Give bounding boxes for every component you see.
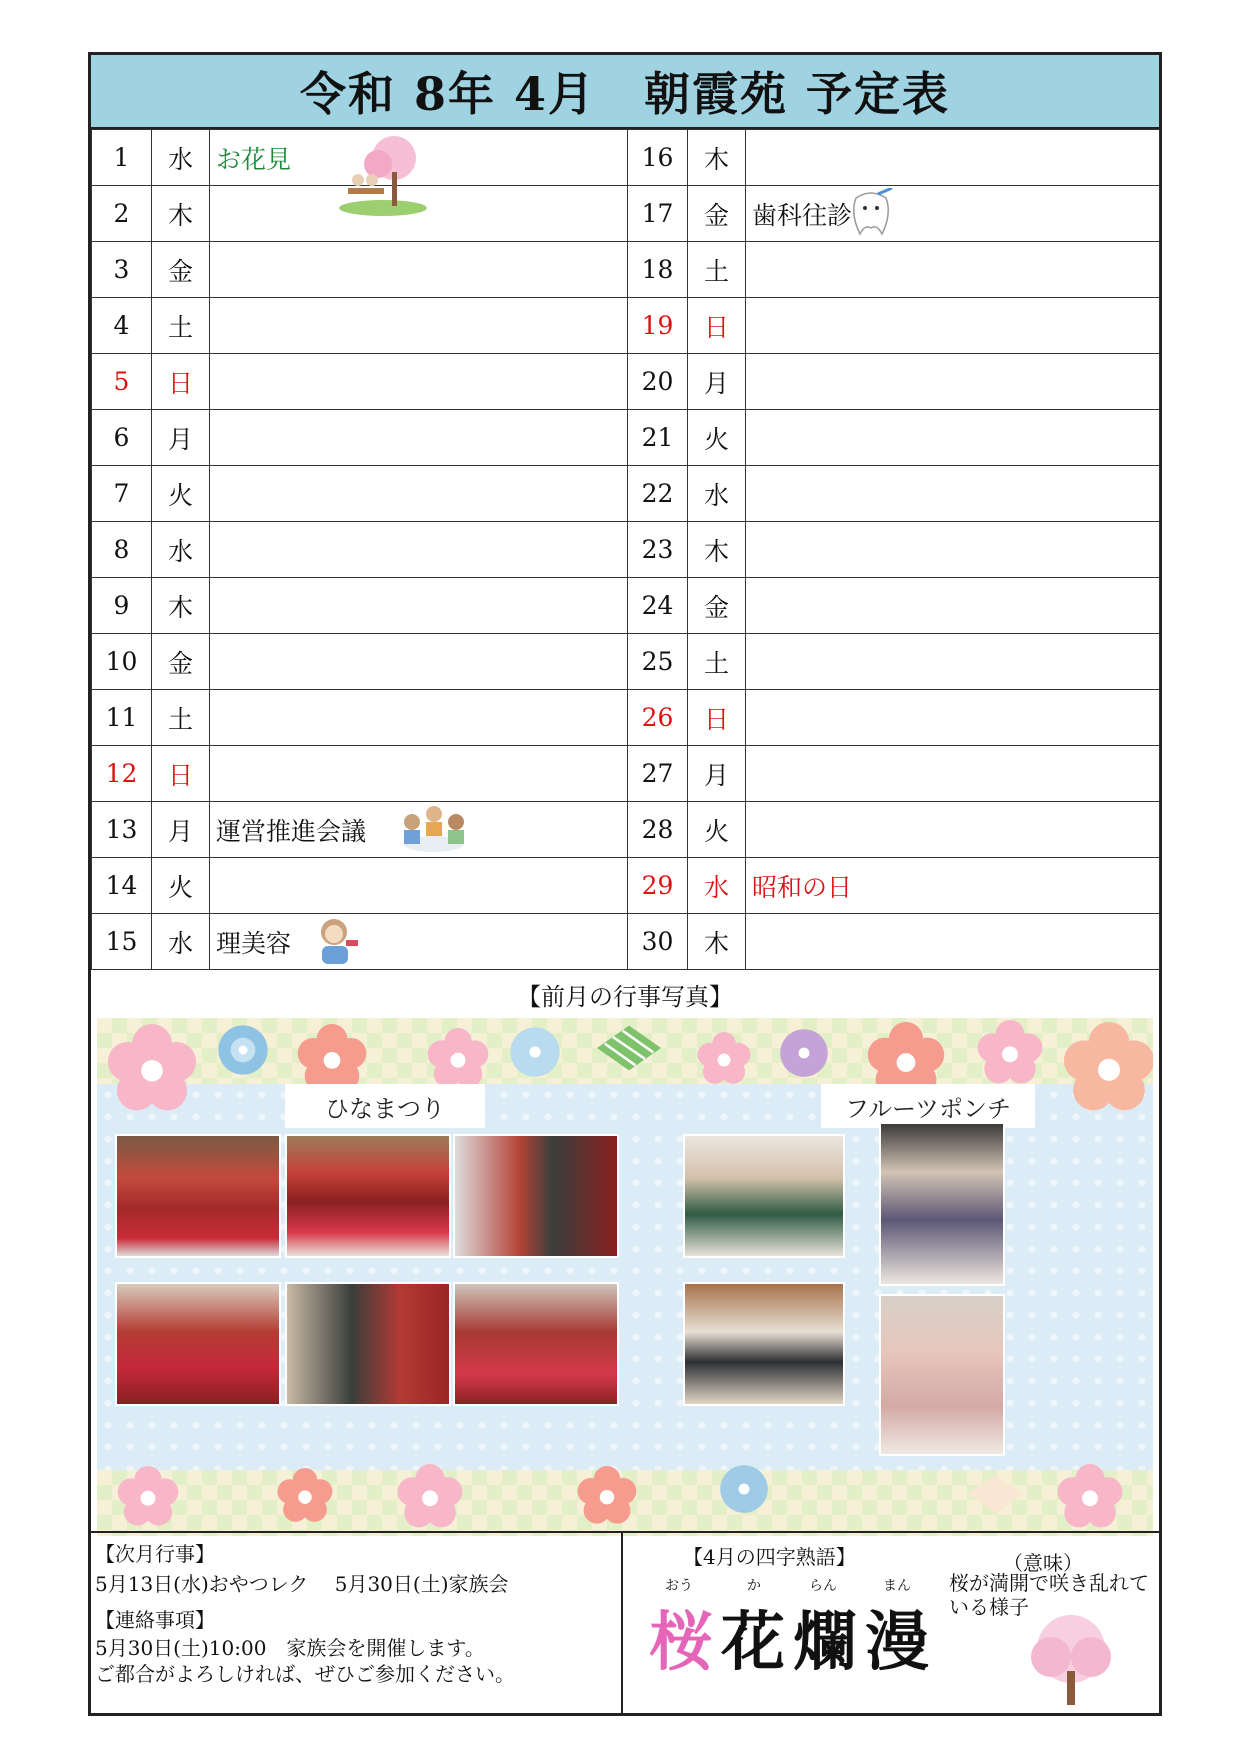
calendar-row [92,690,1160,746]
hinamatsuri-photo [453,1134,619,1258]
day-number: 28 [628,802,688,858]
calendar-row [92,634,1160,690]
day-of-week: 水 [152,914,210,970]
calendar-row [92,242,1160,298]
day-event-cell [746,522,1160,578]
day-event-cell [746,410,1160,466]
day-event-text: 歯科往診 [752,200,853,230]
chrysanthemum-icon [717,1462,771,1516]
plum-flower-icon [1057,1464,1123,1530]
calendar-row [92,858,1160,914]
calendar-row [92,914,1160,970]
day-event-cell [210,634,628,690]
fruit-punch-photo [683,1134,845,1258]
day-event-text: お花見 [216,144,292,174]
day-of-week: 金 [688,578,746,634]
day-of-week: 日 [688,298,746,354]
day-of-week: 火 [688,410,746,466]
cherry-tree-icon [1021,1611,1121,1711]
schedule-sheet [88,52,1162,1716]
day-number: 18 [628,242,688,298]
day-number: 13 [92,802,152,858]
day-event-cell [746,858,1160,914]
day-event-cell [746,690,1160,746]
day-number: 24 [628,578,688,634]
yojijukugo-heading: 【4月の四字熟語】 [683,1545,856,1569]
day-event-cell [746,186,1160,242]
day-event-cell [746,130,1160,186]
day-event-cell [210,354,628,410]
day-number: 19 [628,298,688,354]
meeting-clipart-icon [394,802,474,864]
day-of-week: 金 [152,242,210,298]
day-of-week: 火 [688,802,746,858]
day-of-week: 火 [152,466,210,522]
yoji-char-1: 桜 [649,1605,721,1680]
hinamatsuri-photo [115,1134,281,1258]
day-of-week: 水 [152,522,210,578]
leaf-pattern-icon [967,1474,1023,1514]
day-event-cell [746,634,1160,690]
day-of-week: 火 [152,858,210,914]
day-event-cell [210,802,628,858]
day-number: 8 [92,522,152,578]
calendar-row [92,746,1160,802]
day-number: 2 [92,186,152,242]
day-of-week: 水 [152,130,210,186]
day-event-cell [746,298,1160,354]
day-event-cell [210,746,628,802]
day-number: 3 [92,242,152,298]
plum-flower-icon [577,1466,637,1526]
day-of-week: 木 [152,578,210,634]
day-of-week: 土 [152,690,210,746]
day-of-week: 日 [152,354,210,410]
day-number: 29 [628,858,688,914]
day-number: 16 [628,130,688,186]
plum-flower-icon [1063,1022,1153,1114]
calendar-row [92,578,1160,634]
day-event-cell [210,242,628,298]
day-number: 9 [92,578,152,634]
reading-2: か [747,1578,761,1594]
hinamatsuri-photo [285,1134,451,1258]
day-number: 21 [628,410,688,466]
fruit-punch-photo [683,1282,845,1406]
plum-flower-icon [697,1032,751,1086]
hinamatsuri-photo [115,1282,281,1406]
day-event-cell [210,690,628,746]
day-number: 4 [92,298,152,354]
day-of-week: 月 [688,354,746,410]
day-number: 30 [628,914,688,970]
photo-collage [97,1018,1153,1536]
day-number: 10 [92,634,152,690]
calendar-row [92,298,1160,354]
day-number: 7 [92,466,152,522]
calendar-row [92,186,1160,242]
chrysanthemum-icon [507,1024,563,1080]
hinamatsuri-label: ひなまつり [285,1084,485,1128]
day-of-week: 木 [688,522,746,578]
day-number: 27 [628,746,688,802]
day-number: 17 [628,186,688,242]
day-number: 14 [92,858,152,914]
day-of-week: 木 [688,914,746,970]
tooth-clipart-icon [848,188,894,244]
fruit-punch-photo [879,1122,1005,1286]
calendar-row [92,466,1160,522]
day-event-cell [210,410,628,466]
plum-flower-icon [107,1024,197,1114]
footer-right [623,1533,1159,1713]
plum-flower-icon [277,1468,333,1524]
day-of-week: 土 [688,242,746,298]
yoji-char-3: 爛 [793,1605,865,1680]
notice-heading: 【連絡事項】 [95,1608,215,1632]
day-of-week: 金 [152,634,210,690]
day-event-cell [210,914,628,970]
day-of-week: 月 [152,410,210,466]
plum-flower-icon [427,1028,489,1090]
day-of-week: 土 [688,634,746,690]
day-event-cell [746,802,1160,858]
reading-3: らん [809,1578,837,1594]
calendar-row [92,354,1160,410]
fruit-punch-label: フルーツポンチ [821,1084,1035,1128]
ohanami-clipart-icon [338,132,428,222]
day-number: 11 [92,690,152,746]
meaning-heading: （意味） [1003,1551,1083,1575]
next-month-heading: 【次月行事】 [95,1542,215,1566]
next-month-text: 5月13日(水)おやつレク 5月30日(土)家族会 [95,1572,509,1596]
day-event-cell [746,242,1160,298]
day-number: 23 [628,522,688,578]
plum-flower-icon [117,1466,179,1528]
day-of-week: 水 [688,466,746,522]
day-number: 5 [92,354,152,410]
day-number: 1 [92,130,152,186]
hinamatsuri-photo [285,1282,451,1406]
footer-section [91,1531,1159,1713]
day-of-week: 木 [152,186,210,242]
calendar-row [92,802,1160,858]
day-event-cell [210,130,628,186]
chrysanthemum-icon [215,1022,271,1078]
day-event-cell [210,298,628,354]
calendar-row [92,130,1160,186]
day-number: 15 [92,914,152,970]
day-event-cell [210,522,628,578]
footer-left [91,1533,623,1713]
day-of-week: 水 [688,858,746,914]
leaf-pattern-icon [597,1024,661,1072]
notice-line-2: ご都合がよろしければ、ぜひご参加ください。 [95,1662,515,1686]
page-title: 令和 8年 4月 朝霞苑 予定表 [91,55,1159,129]
calendar-row [92,410,1160,466]
day-number: 26 [628,690,688,746]
photos-heading: 【前月の行事写真】 [517,982,733,1011]
day-number: 6 [92,410,152,466]
day-of-week: 金 [688,186,746,242]
hinamatsuri-photo [453,1282,619,1406]
yojijukugo-word [649,1591,937,1683]
notice-line-1: 5月30日(土)10:00 家族会を開催します。 [95,1636,485,1660]
day-event-text: 理美容 [216,928,292,958]
plum-flower-icon [397,1464,463,1530]
reading-1: おう [665,1578,693,1594]
day-number: 25 [628,634,688,690]
day-of-week: 日 [688,690,746,746]
barber-clipart-icon [312,916,362,974]
day-event-cell [746,746,1160,802]
day-event-text: 運営推進会議 [216,816,367,846]
day-of-week: 月 [688,746,746,802]
day-event-cell [746,578,1160,634]
day-number: 20 [628,354,688,410]
calendar-row [92,522,1160,578]
chrysanthemum-icon [777,1026,831,1080]
day-event-cell [746,354,1160,410]
yoji-char-4: 漫 [865,1605,937,1680]
day-of-week: 月 [152,802,210,858]
day-event-cell [210,858,628,914]
day-of-week: 日 [152,746,210,802]
day-number: 12 [92,746,152,802]
day-event-text: 昭和の日 [752,872,853,902]
day-event-cell [210,466,628,522]
calendar-table [91,129,1160,970]
meaning-text: 桜が満開で咲き乱れている様子 [949,1571,1149,1619]
day-event-cell [746,914,1160,970]
day-event-cell [210,578,628,634]
yoji-char-2: 花 [721,1605,793,1680]
reading-4: まん [883,1578,911,1594]
day-event-cell [746,466,1160,522]
day-of-week: 土 [152,298,210,354]
day-of-week: 木 [688,130,746,186]
day-number: 22 [628,466,688,522]
plum-flower-icon [977,1020,1043,1086]
fruit-punch-photo [879,1294,1005,1456]
